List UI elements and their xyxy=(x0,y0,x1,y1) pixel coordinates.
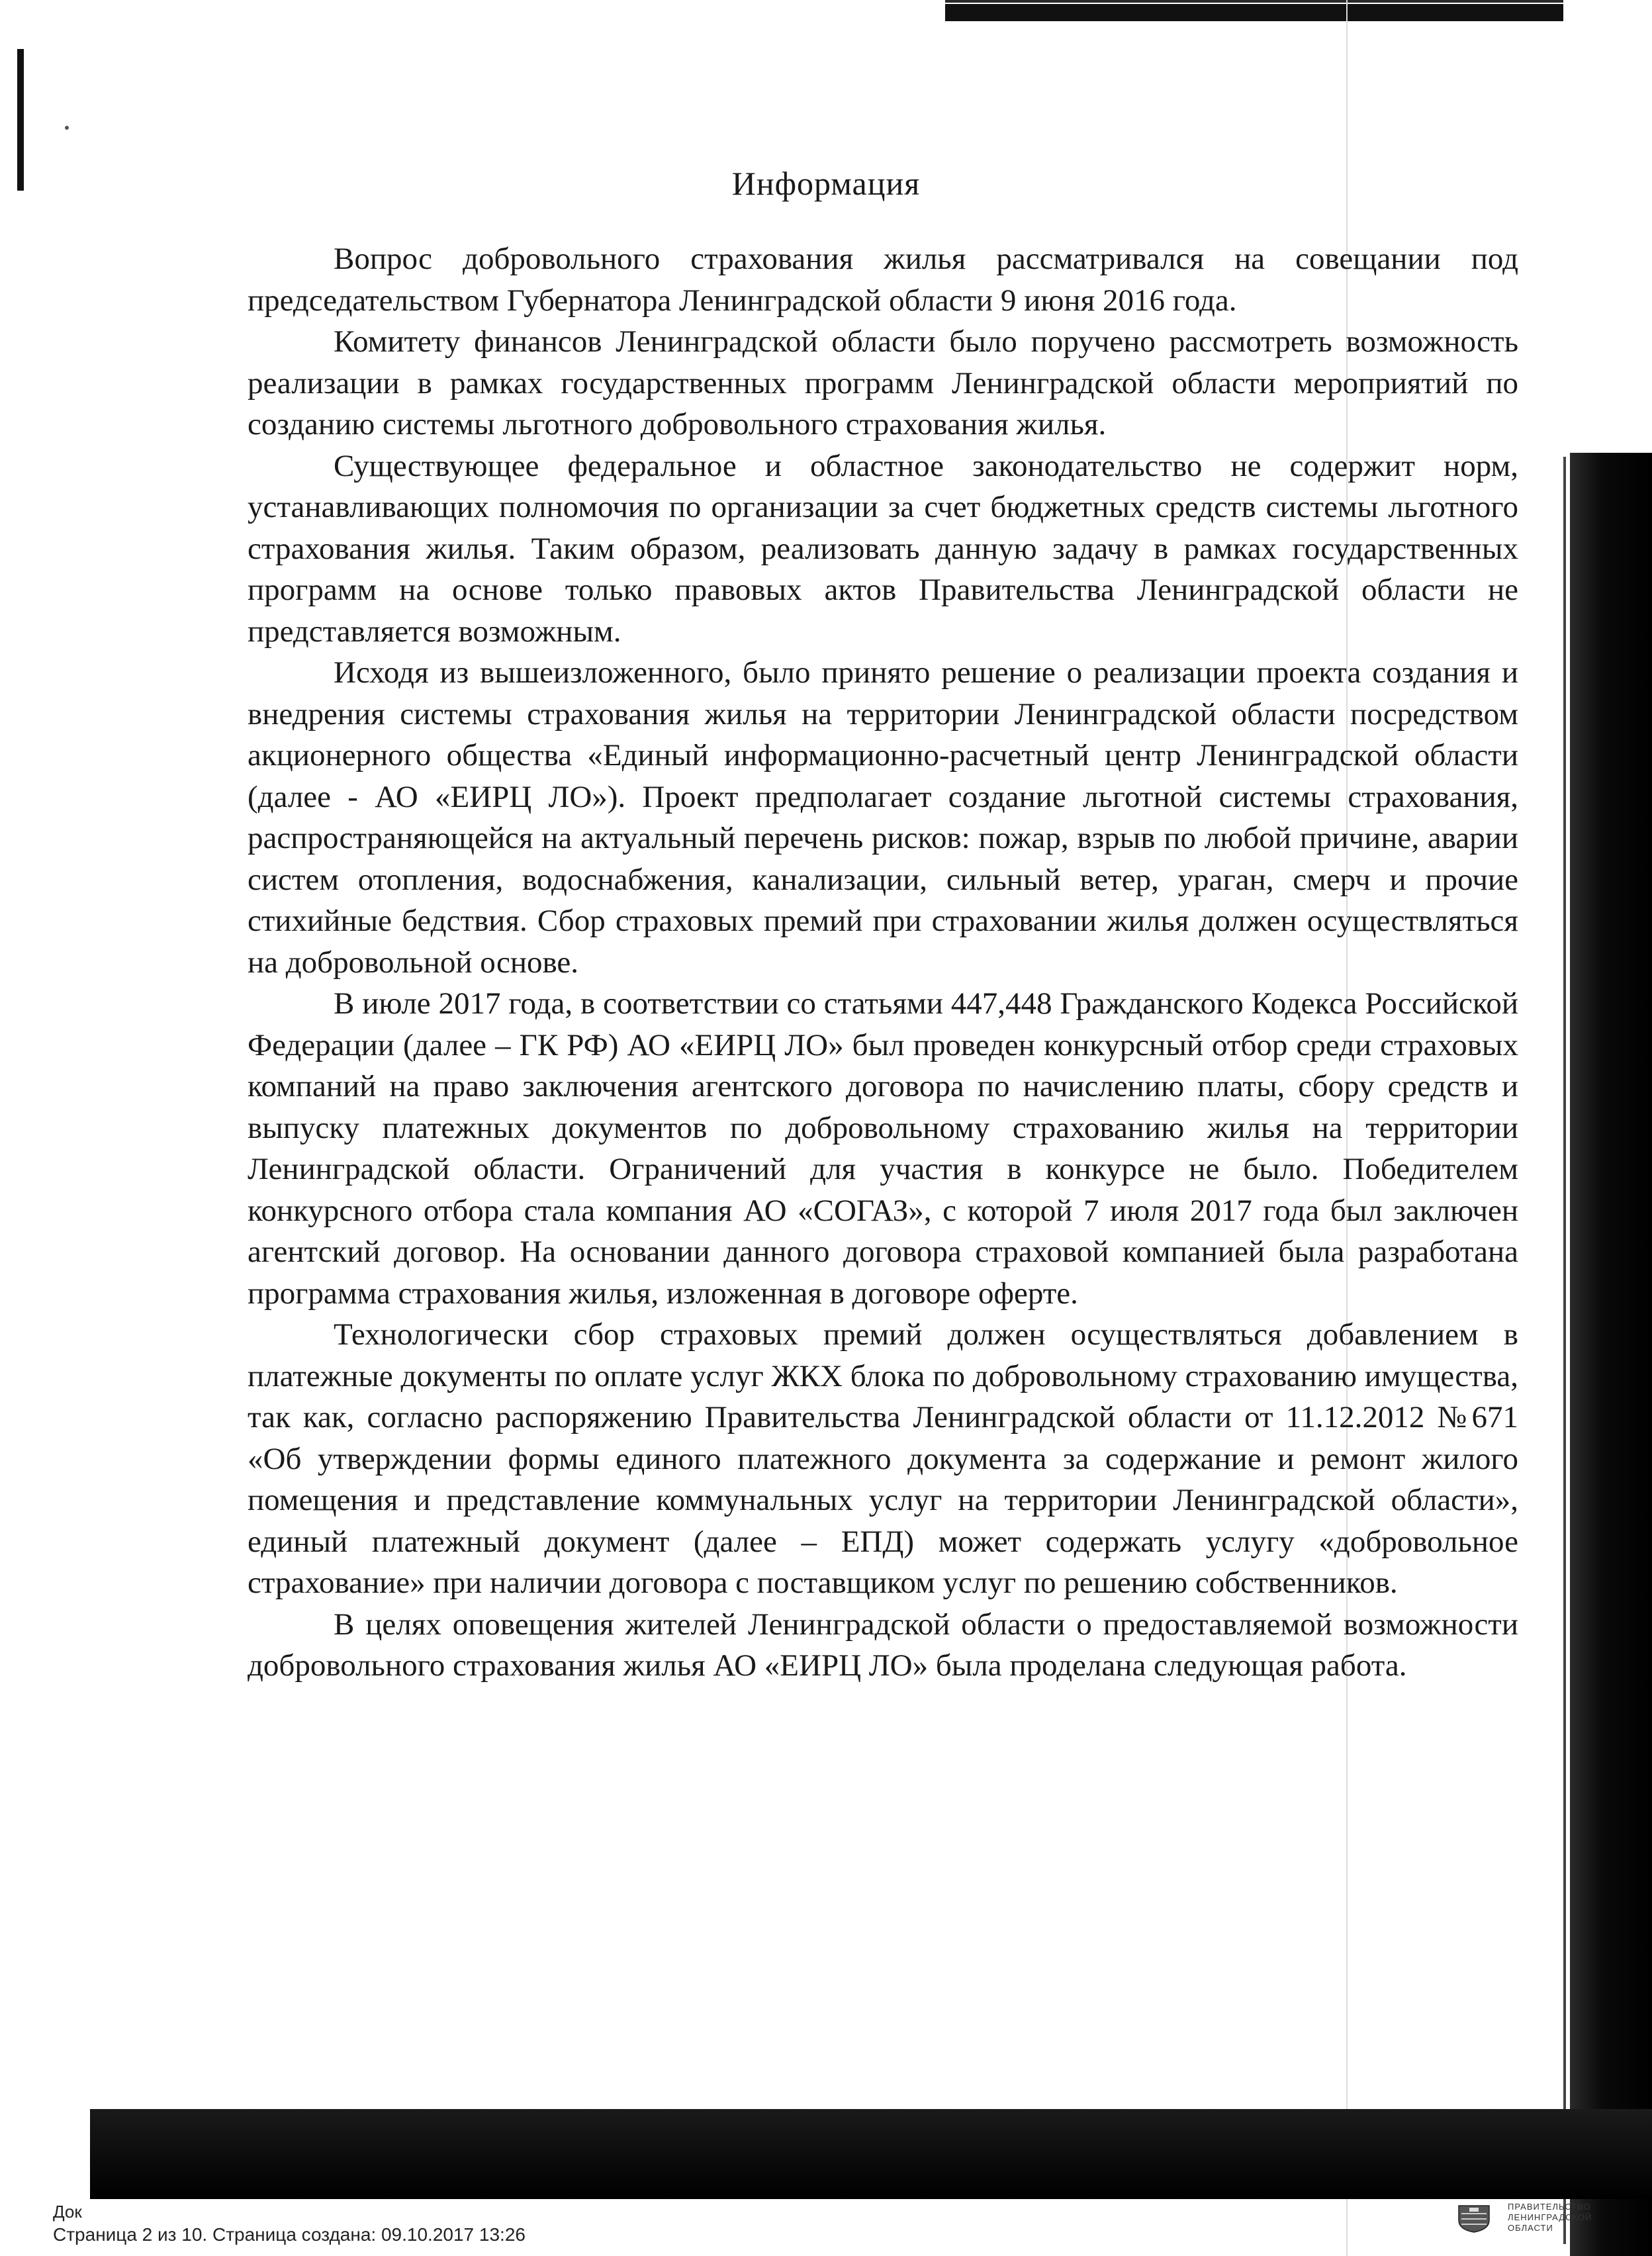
coat-of-arms-icon xyxy=(1456,2204,1492,2233)
paragraph: В целях оповещения жителей Ленинградской области о предоставляемой возможности добровольного страхования жилья АО «ЕИРЦ ЛО» была проделана следующая работа. xyxy=(248,1607,1518,1683)
paragraph: Существующее федеральное и областное законодательство не содержит норм, устанавливающих полномочия по организации за счет бюджетных средств системы льготного страхования жилья. Таким образом, реализовать данную задачу в рамках государственных программ на основе только правовых актов Правительства Ленинградской области не представляется возможным. xyxy=(248,448,1518,649)
paragraph: Исходя из вышеизложенного, было принято решение о реализации проекта создания и внедрения системы страхования жилья на территории Ленинградской области посредством акционерного общества «Единый информационно-расчетный центр Ленинградской области (далее - АО «ЕИРЦ ЛО»). Проект предполагает создание льготной системы страхования, распространяющейся на актуальный перечень рисков: пожар, взрыв по любой причине, аварии систем отопления, водоснабжения, канализации, сильный ветер, ураган, смерч и прочие стихийные бедствия. Сбор страховых премий при страховании жилья должен осуществляться на добровольной основе. xyxy=(248,655,1518,980)
document-title: Информация xyxy=(731,165,921,202)
paragraph: Технологически сбор страховых премий должен осуществляться добавлением в платежные документы по оплате услуг ЖКХ блока по добровольному страхованию имущества, так как, согласно распоряжению Правительства Ленинградской области от 11.12.2012 №671 «Об утверждении формы единого платежного документа за содержание и ремонт жилого помещения и представление коммунальных услуг на территории Ленинградской области», единый платежный документ (далее – ЕПД) может содержать услугу «добровольное страхование» при наличии договора с поставщиком услуг по решению собственников. xyxy=(248,1317,1518,1600)
scan-artifact-right-shadow xyxy=(1570,453,1652,2256)
logo-line: ПРАВИТЕЛЬСТВО xyxy=(1508,2202,1591,2212)
scan-artifact-top-bar xyxy=(945,4,1563,21)
scan-artifact-top-thin xyxy=(945,0,1563,3)
scan-artifact-right-edge xyxy=(1563,457,1566,2244)
paragraph: В июле 2017 года, в соответствии со статьями 447,448 Гражданского Кодекса Российской Федерации (далее – ГК РФ) АО «ЕИРЦ ЛО» был проведен конкурсный отбор среди страховых компаний на право заключения агентского договора по начислению платы, сбору средств и выпуску платежных документов по добровольному страхованию жилья на территории Ленинградской области. Ограничений для участия в конкурсе не было. Победителем конкурсного отбора стала компания АО «СОГАЗ», с которой 7 июля 2017 года был заключен агентский договор. На основании данного договора страховой компанией была разработана программа страхования жилья, изложенная в договоре оферте. xyxy=(248,986,1518,1311)
logo-line: ОБЛАСТИ xyxy=(1508,2223,1553,2233)
government-logo-text xyxy=(1508,2202,1592,2233)
footer-page-info: Страница 2 из 10. Страница создана: 09.10.2017 13:26 xyxy=(53,2224,526,2245)
scan-artifact-dot xyxy=(65,126,69,130)
document-body xyxy=(248,238,1518,1687)
footer-doc-label: Док xyxy=(53,2202,82,2222)
paragraph: Вопрос добровольного страхования жилья рассматривался на совещании под председательством Губернатора Ленинградской области 9 июня 2016 года. xyxy=(248,242,1518,318)
paragraph: Комитету финансов Ленинградской области было поручено рассмотреть возможность реализации в рамках государственных программ Ленинградской области мероприятий по созданию системы льготного добровольного страхования жилья. xyxy=(248,324,1518,442)
scan-artifact-bottom-bar xyxy=(90,2109,1652,2199)
logo-line: ЛЕНИНГРАДСКОЙ xyxy=(1508,2212,1592,2222)
